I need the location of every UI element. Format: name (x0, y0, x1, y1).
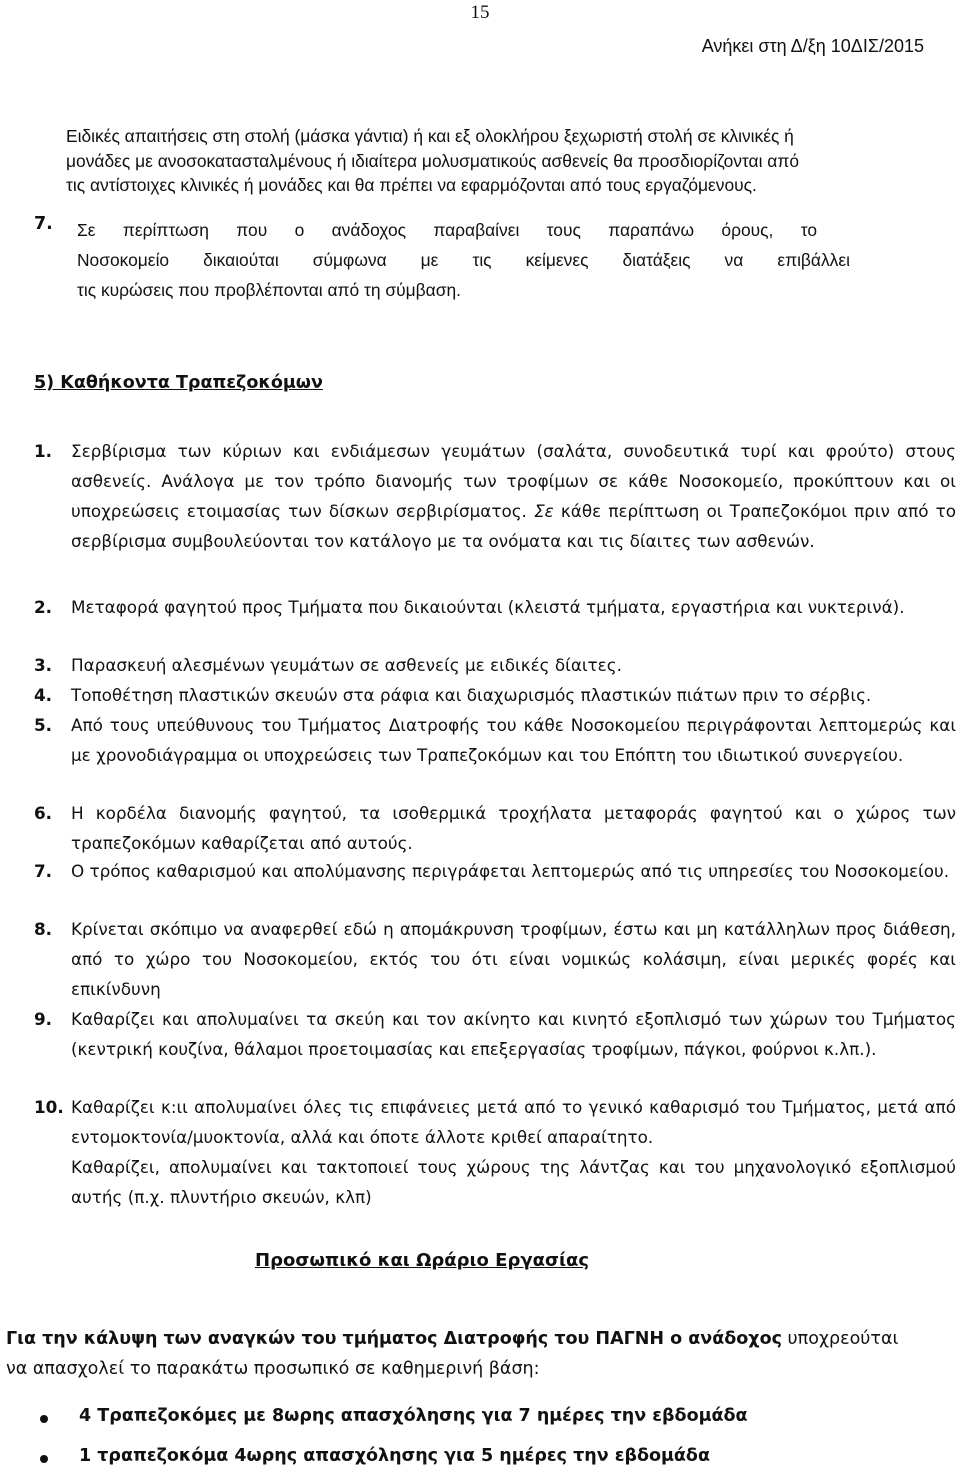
duty-item (34, 436, 956, 556)
duty-item (34, 1004, 956, 1064)
duty-item-number: 10. (34, 1097, 64, 1117)
duty-item-body: Τοποθέτηση πλαστικών σκευών στα ράφια και διαχωρισμός πλαστικών πιάτων πριν το σέρβις. (71, 685, 872, 705)
staff-bullet (40, 1406, 748, 1426)
duty-item-body-continued: κάθε περίπτωση οι Τραπεζοκόμοι πριν από το σερβίρισμα συμβουλεύονται τον κατάλογο με τα ονόματα και τις δίαιτες των ασθενών. (71, 501, 956, 551)
duty-item (34, 798, 956, 858)
duty-item-text (71, 856, 956, 886)
staff-section-heading: Προσωπικό και Ωράριο Εργασίας (255, 1250, 590, 1271)
intro-line: μονάδες με ανοσοκατασταλμένους ή ιδιαίτερα μολυσματικούς ασθενείς θα προσδιορίζονται από (66, 150, 800, 171)
duty-item-number: 7. (34, 861, 53, 881)
item-7-number: 7. (34, 214, 53, 234)
duty-item-text (71, 1092, 956, 1212)
duty-item-body: Καθαρίζει και απολυμαίνει τα σκεύη και τον ακίνητο και κινητό εξοπλισμό των χώρων του Τμήματος (κεντρική κουζίνα, θάλαμοι προετοιμασίας και επεξεργασίας τροφίμων, πάγκοι, φούρνοι κ.λπ.). (71, 1009, 956, 1059)
staff-bullet-text: 4 Τραπεζοκόμες με 8ωρης απασχόλησης για 7 ημέρες την εβδομάδα (79, 1406, 748, 1426)
duty-item-number: 3. (34, 655, 53, 675)
intro-line: τις αντίστοιχες κλινικές ή μονάδες και θα πρέπει να εφαρμόζονται από τους εργαζόμενους. (66, 175, 757, 195)
intro-line: Ειδικές απαιτήσεις στη στολή (μάσκα γάντια) ή και εξ ολοκλήρου ξεχωριστή στολή σε κλινικές ή (66, 126, 794, 146)
duty-item-text (71, 798, 956, 858)
duty-item-body: Σερβίρισμα των κύριων και ενδιάμεσων γευμάτων (σαλάτα, συνοδευτικά τυρί και φρούτο) στους ασθενείς. Ανάλογα με τον τρόπο διανομής των τροφίμων σε κάθε Νοσοκομείο, προκύπτουν και οι υποχρεώσεις ετοιμασίας των δίσκων σερβιρίσματος. (71, 441, 956, 521)
duty-item (34, 856, 956, 886)
item-7-line: Νοσοκομείο δικαιούται σύμφωνα με τις κείμενες διατάξεις να επιβάλλει (77, 250, 850, 270)
duty-item-text (71, 1004, 956, 1064)
duty-item-body: Μεταφορά φαγητού προς Τμήματα που δικαιούνται (κλειστά τμήματα, εργαστήρια και νυκτερινά). (71, 597, 905, 617)
duty-item-number: 4. (34, 685, 53, 705)
duty-item-text (71, 710, 956, 770)
staff-intro-bold: Για την κάλυψη των αναγκών του τμήματος Διατροφής του ΠΑΓΝΗ ο ανάδοχος (6, 1329, 782, 1349)
duty-item-body: Κρίνεται σκόπιμο να αναφερθεί εδώ η απομάκρυνση τροφίμων, έστω και μη κατάλληλων προς διάθεση, από το χώρο του Νοσοκομείου, εκτός του ότι είναι νομικώς κολάσιμη, είναι μερικές φορές και επικίνδυνη (71, 919, 956, 999)
duty-item-text (71, 650, 956, 680)
staff-intro-line2: να απασχολεί το παρακάτω προσωπικό σε καθημερινή βάση: (6, 1359, 540, 1379)
duty-item-text (71, 436, 956, 556)
duty-item-number: 6. (34, 803, 53, 823)
duty-item-italic-word: Σε (534, 501, 554, 521)
document-reference: Ανήκει στη Δ/ξη 10ΔΙΣ/2015 (701, 36, 924, 56)
duty-item-body: Παρασκευή αλεσμένων γευμάτων σε ασθενείς με ειδικές δίαιτες. (71, 655, 622, 675)
item-7-line: τις κυρώσεις που προβλέπονται από τη σύμβαση. (77, 280, 461, 300)
item-7-line: Σε περίπτωση που ο ανάδοχος παραβαίνει τους παραπάνω όρους, το (77, 220, 817, 240)
duty-item-body: Καθαρίζει κ:ιι απολυμαίνει όλες τις επιφάνειες μετά από το γενικό καθαρισμό του Τμήματος, μετά από εντομοκτονία/μυοκτονία, αλλά και όποτε άλλοτε κριθεί απαραίτητο. (71, 1097, 956, 1147)
staff-intro-paragraph (6, 1324, 956, 1384)
duty-item-number: 1. (34, 441, 53, 461)
duty-item-text (71, 592, 956, 622)
section-heading: 5) Καθήκοντα Τραπεζοκόμων (34, 373, 323, 393)
intro-paragraph (66, 124, 956, 198)
duty-item-text (71, 914, 956, 1004)
duty-item-second-paragraph: Καθαρίζει, απολυμαίνει και τακτοποιεί τους χώρους της λάντζας και του μηχανολογικό εξοπλισμού αυτής (π.χ. πλυντήριο σκευών, κλπ) (71, 1157, 956, 1207)
bullet-icon (40, 1415, 48, 1423)
duty-item-number: 9. (34, 1009, 53, 1029)
duty-item-number: 2. (34, 597, 53, 617)
item-7-text (77, 215, 850, 305)
page-number: 15 (470, 2, 490, 23)
duty-item (34, 592, 956, 622)
staff-intro-rest: υποχρεούται (781, 1329, 899, 1349)
duty-item (34, 650, 956, 680)
bullet-icon (40, 1455, 48, 1463)
duty-item-body: Ο τρόπος καθαρισμού και απολύμανσης περιγράφεται λεπτομερώς από τις υπηρεσίες του Νοσοκομείου. (71, 861, 950, 881)
duty-item (34, 710, 956, 770)
duty-item (34, 914, 956, 1004)
duty-item-number: 8. (34, 919, 53, 939)
staff-bullet (40, 1446, 710, 1466)
duty-item (34, 680, 956, 710)
duty-item (34, 1092, 956, 1212)
duty-item-text (71, 680, 956, 710)
duty-item-body: Η κορδέλα διανομής φαγητού, τα ισοθερμικά τροχήλατα μεταφοράς φαγητού και ο χώρος των τραπεζοκόμων καθαρίζεται από αυτούς. (71, 803, 956, 853)
staff-bullet-text: 1 τραπεζοκόμα 4ωρης απασχόλησης για 5 ημέρες την εβδομάδα (79, 1446, 710, 1466)
duty-item-number: 5. (34, 715, 53, 735)
duty-item-body: Από τους υπεύθυνους του Τμήματος Διατροφής του κάθε Νοσοκομείου περιγράφονται λεπτομερώς και με χρονοδιάγραμμα οι υποχρεώσεις των Τραπεζοκόμων και του Επόπτη του ιδιωτικού συνεργείου. (71, 715, 956, 765)
